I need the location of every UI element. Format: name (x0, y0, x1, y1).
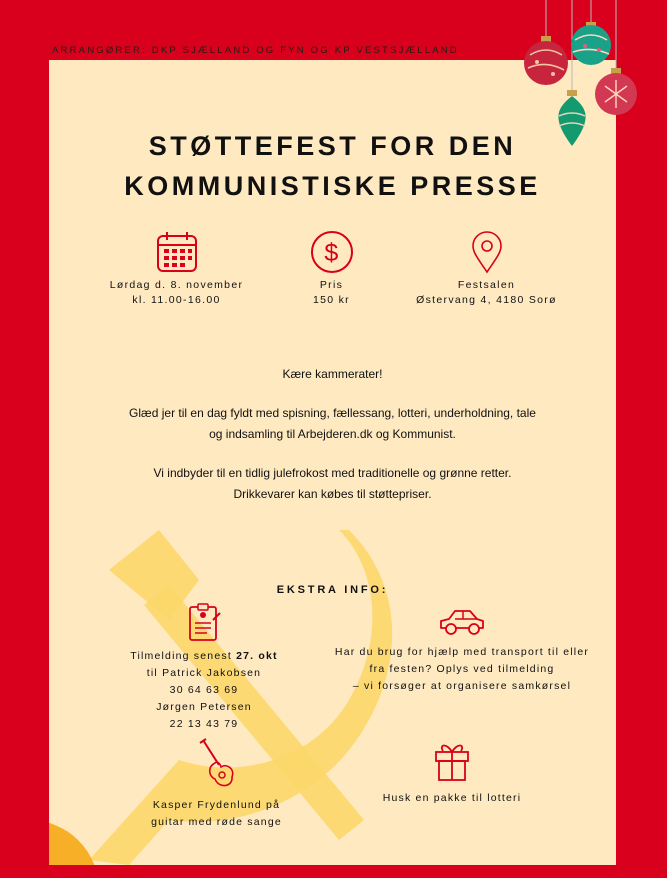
music-line-1: Kasper Frydenlund på (152, 799, 281, 811)
dollar-icon (310, 230, 354, 274)
paragraph-1-line-1: Glæd jer til en dag fyldt med spisning, fællessang, lotteri, underholdning, tale (129, 406, 536, 420)
car-icon (437, 606, 487, 638)
signup-contact-1: til Patrick Jakobsen (146, 667, 262, 679)
info-location (404, 230, 569, 308)
organizer-line: ARRANGØRER: DKP SJÆLLAND OG FYN OG KP VESTSJÆLLAND (52, 45, 459, 56)
extra-music (129, 737, 304, 831)
price-label: Pris (319, 279, 344, 291)
price-value: 150 kr (313, 294, 350, 306)
extra-transport (317, 606, 607, 695)
signup-phone-1: 30 64 63 69 (169, 684, 239, 696)
transport-line-2: fra festen? Oplys ved tilmelding (369, 663, 555, 675)
paragraph-2-line-1: Vi indbyder til en tidlig julefrokost med traditionelle og grønne retter. (153, 466, 512, 480)
info-price (274, 230, 389, 308)
svg-text:$: $ (323, 239, 340, 267)
signup-contact-2: Jørgen Petersen (156, 701, 252, 713)
clipboard-icon (187, 602, 221, 642)
poster-panel (49, 60, 616, 865)
christmas-ornaments (515, 0, 667, 150)
paragraph-1-line-2: og indsamling til Arbejderen.dk og Kommunist. (209, 427, 456, 441)
extra-info-heading: EKSTRA INFO: (276, 584, 389, 596)
time-line: kl. 11.00-16.00 (132, 294, 221, 306)
date-line: Lørdag d. 8. november (109, 279, 244, 291)
extra-signup (109, 602, 299, 733)
location-pin-icon (465, 230, 509, 274)
venue-name: Festsalen (457, 279, 516, 291)
paragraph-2-line-2: Drikkevarer kan købes til støttepriser. (233, 487, 432, 501)
venue-address: Østervang 4, 4180 Sorø (416, 294, 557, 306)
transport-line-1: Har du brug for hjælp med transport til eller (334, 646, 590, 658)
title-line-1: STØTTEFEST FOR DEN (148, 131, 517, 161)
ornament-teal-icon (571, 22, 611, 65)
signup-date: 27. okt (236, 650, 278, 662)
gift-icon (432, 738, 472, 782)
guitar-icon (197, 737, 237, 791)
lottery-line: Husk en pakke til lotteri (382, 792, 522, 804)
signup-prefix: Tilmelding senest (130, 650, 237, 662)
signup-deadline (109, 648, 299, 665)
transport-line-3: – vi forsøger at organisere samkørsel (352, 680, 572, 692)
ornament-pink-icon (595, 68, 637, 115)
info-date (99, 230, 254, 308)
ornament-red-icon (524, 36, 568, 85)
greeting: Kære kammerater! (282, 367, 383, 381)
invitation-letter (49, 364, 616, 523)
signup-phone-2: 22 13 43 79 (169, 718, 239, 730)
music-line-2: guitar med røde sange (151, 816, 282, 828)
extra-lottery (367, 738, 537, 807)
calendar-icon (155, 230, 199, 274)
title-line-2: KOMMUNISTISKE PRESSE (124, 171, 541, 201)
ornament-green-icon (558, 90, 585, 146)
paragraph-1 (49, 403, 616, 445)
paragraph-2 (49, 463, 616, 505)
